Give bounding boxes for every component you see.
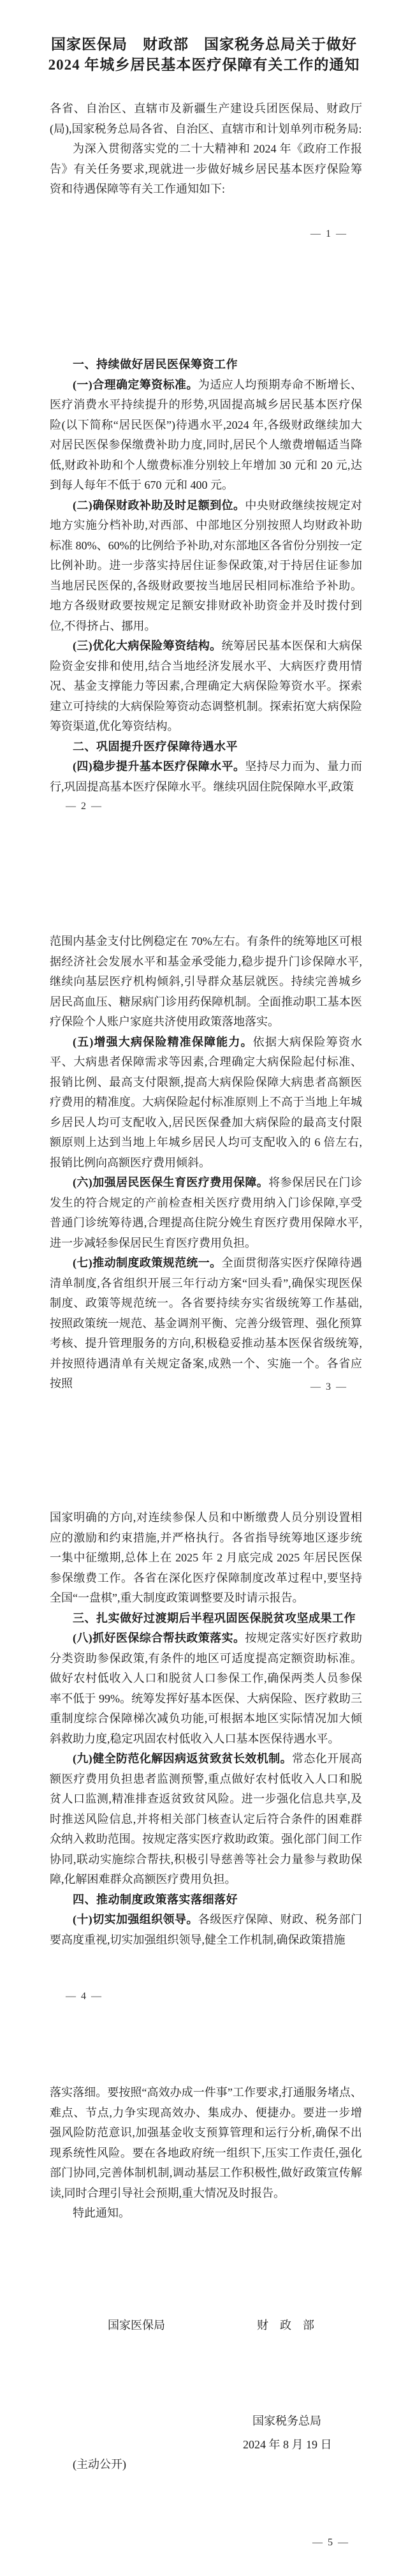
continuation-paragraph: 国家明确的方向,对连续参保人员和中断缴费人员分别设置相应的激励和约束措施,并严格执行。各省指导统筹地区逐步统一集中征缴期,总体上在 2025 年 2 月底完成 2025 年居民医保参保缴费工作。各省在深化医疗保障制度改革过程中,要坚持全国“一盘棋”,重大制度政策调整要及时请示报告。	[50, 1511, 362, 1604]
section-heading-1: 一、持续做好居民医保筹资工作	[73, 358, 238, 371]
section-heading-4: 四、推动制度政策落实落细落好	[73, 1893, 238, 1906]
paragraph-8-text: 按规定落实好医疗救助分类资助参保政策,有条件的地区可适度提高定额资助标准。做好农村低收入人口和脱贫人口参保工作,确保两类人员参保率不低于 99%。统筹发挥好基本医保、大病保险、医疗救助三重制度综合保障梯次减负功能,可根据本地区实际情况加大倾斜救助力度,稳定巩固农村低收入人口基本医保待遇水平。	[50, 1632, 362, 1745]
paragraph-4-text: 坚持尽力而为、量力而行,巩固提高基本医疗保障水平。继续巩固住院保障水平,政策	[50, 760, 362, 793]
paragraph-9-lead: (九)健全防范化解因病返贫致贫长效机制。	[73, 1752, 292, 1765]
disclosure-note: (主动公开)	[73, 2458, 126, 2471]
paragraph-7-text: 全面贯彻落实医疗保障待遇清单制度,各省组织开展三年行动方案“回头看”,确保实现医保制度、政策等规范统一。各省要持续夯实省级统筹工作基础,按照政策统一规范、基金调剂平衡、完善分级管理、强化预算考核、提升管理服务的方向,积极稳妥推动基本医保省级统筹,并按照待遇清单有关规定备案,成熟一个、实施一个。各省应按照	[50, 1256, 362, 1390]
page-3-body	[50, 932, 362, 1394]
page-4-body	[50, 1508, 362, 1950]
paragraph-8-lead: (八)抓好医保综合帮扶政策落实。	[73, 1632, 245, 1644]
paragraph-8	[50, 1628, 362, 1749]
paragraph-5-text: 依据大病保险筹资水平、大病患者保障需求等因素,合理确定大病保险起付标准、报销比例、最高支付限额,提高大病保险保障大病患者高额医疗费用的精准度。大病保险起付标准原则上不高于当地上年城乡居民人均可支配收入,居民医保叠加大病保险的最高支付限额原则上达到当地上年城乡居民人均可支配收入的 6 倍左右,报销比例向高额医疗费用倾斜。	[50, 1035, 362, 1169]
closing-line: 特此通知。	[73, 2207, 130, 2219]
section-heading-3: 三、扎实做好过渡期后半程巩固医保脱贫攻坚成果工作	[73, 1611, 356, 1625]
document-date: 2024 年 8 月 19 日	[243, 2438, 332, 2451]
paragraph-4-lead: (四)稳步提升基本医疗保障水平。	[73, 760, 245, 773]
page-number-5: — 5 —	[312, 2537, 349, 2548]
paragraph-5	[50, 1032, 362, 1173]
paragraph-6	[50, 1173, 362, 1253]
paragraph-7-lead: (七)推动制度政策规范统一。	[73, 1256, 222, 1269]
paragraph-9	[50, 1749, 362, 1890]
paragraph-4	[50, 757, 362, 797]
paragraph-1-text: 为适应人均预期寿命不断增长、医疗消费水平持续提升的形势,巩固提高城乡居民基本医疗保险(以下简称“居民医保”)待遇水平,2024 年,各级财政继续加大对居民医保参保缴费补助力度,同时,居民个人缴费增幅适当降低,财政补助和个人缴费标准分别较上年增加 30 元和 20 元,达到每人每年不低于 670 元和 400 元。	[50, 378, 362, 491]
signature-mof: 财 政 部	[257, 2319, 314, 2332]
paragraph-3-lead: (三)优化大病保险筹资结构。	[73, 639, 222, 652]
paragraph-2-text: 中央财政继续按规定对地方实施分档补助,对西部、中部地区分别按照人均财政补助标准 80%、60%的比例给予补助,对东部地区各省份分别按一定比例补助。进一步落实持居住证参保政策,对于持居住证参加当地居民医保的,各级财政要按当地居民相同标准给予补助。地方各级财政要按规定足额安排财政补助资金并及时拨付到位,不得挤占、挪用。	[50, 498, 362, 632]
paragraph-1-lead: (一)合理确定筹资标准。	[73, 378, 198, 391]
page-number-1: — 1 —	[310, 228, 347, 239]
page-number-3: — 3 —	[310, 1381, 347, 1392]
title-line-2: 2024 年城乡居民基本医疗保障有关工作的通知	[48, 57, 360, 73]
signature-nhsa: 国家医保局	[108, 2319, 165, 2332]
paragraph-7	[50, 1253, 362, 1394]
page-1-body	[50, 99, 362, 200]
paragraph-10-text: 各级医疗保障、财政、税务部门要高度重视,切实加强组织领导,健全工作机制,确保政策措施	[50, 1913, 362, 1946]
paragraph-6-lead: (六)加强居民医保生育医疗费用保障。	[73, 1176, 269, 1189]
document-title	[0, 34, 408, 75]
paragraph-10-lead: (十)切实加强组织领导。	[73, 1913, 198, 1926]
paragraph-5-lead: (五)增强大病保险精准保障能力。	[73, 1035, 253, 1048]
paragraph-3-text: 统筹居民基本医保和大病保险资金安排和使用,结合当地经济发展水平、大病医疗费用情况、基金支撑能力等因素,合理确定大病保险筹资水平。探索建立可持续的大病保险筹资动态调整机制。探索拓宽大病保险筹资渠道,优化筹资结构。	[50, 639, 362, 733]
paragraph-2-lead: (二)确保财政补助及时足额到位。	[73, 498, 245, 512]
paragraph-2	[50, 496, 362, 637]
page-2-body	[50, 355, 362, 797]
continuation-paragraph: 范围内基金支付比例稳定在 70%左右。有条件的统筹地区可根据经济社会发展水平和基金承受能力,稳步提升门诊保障水平,继续向基层医疗机构倾斜,引导群众基层就医。持续完善城乡居民高血压、糖尿病门诊用药保障机制。全面推动职工基本医疗保险个人账户家庭共济使用政策落地落实。	[50, 935, 362, 1028]
continuation-paragraph: 落实落细。要按照“高效办成一件事”工作要求,打通服务堵点、难点、节点,力争实现高效办、集成办、便捷办。要进一步增强风险防范意识,加强基金收支预算管理和运行分析,确保不出现系统性风险。要在各地政府统一组织下,压实工作责任,强化部门协同,完善体制机制,调动基层工作积极性,做好政策宣传解读,同时合理引导社会预期,重大情况及时报告。	[50, 2086, 362, 2200]
paragraph-3	[50, 636, 362, 737]
signature-sta: 国家税务总局	[252, 2415, 321, 2427]
paragraph-6-text: 将参保居民在门诊发生的符合规定的产前检查相关医疗费用纳入门诊保障,享受普通门诊统筹待遇,合理提高住院分娩生育医疗费用保障水平,进一步减轻参保居民生育医疗费用负担。	[50, 1176, 362, 1249]
page-number-2: — 2 —	[66, 801, 103, 812]
intro-paragraph: 为深入贯彻落实党的二十大精神和 2024 年《政府工作报告》有关任务要求,现就进一步做好城乡居民基本医疗保险筹资和待遇保障等有关工作通知如下:	[50, 142, 362, 195]
paragraph-1	[50, 375, 362, 496]
paragraph-9-text: 常态化开展高额医疗费用负担患者监测预警,重点做好农村低收入人口和脱贫人口监测,精准排查返贫致贫风险。进一步强化信息共享,及时推送风险信息,并将相关部门核查认定后符合条件的困难群众纳入救助范围。按规定落实医疗救助政策。强化部门间工作协同,联动实施综合帮扶,积极引导慈善等社会力量参与救助保障,化解困难群众高额医疗费用负担。	[50, 1752, 362, 1886]
title-line-1: 国家医保局 财政部 国家税务总局关于做好	[51, 36, 357, 52]
paragraph-10	[50, 1910, 362, 1950]
section-heading-2: 二、巩固提升医疗保障待遇水平	[73, 740, 238, 753]
page-number-4: — 4 —	[66, 1991, 103, 2002]
salutation: 各省、自治区、直辖市及新疆生产建设兵团医保局、财政厅(局),国家税务总局各省、自治区、直辖市和计划单列市税务局:	[50, 102, 362, 135]
page-5-body	[50, 2083, 362, 2224]
